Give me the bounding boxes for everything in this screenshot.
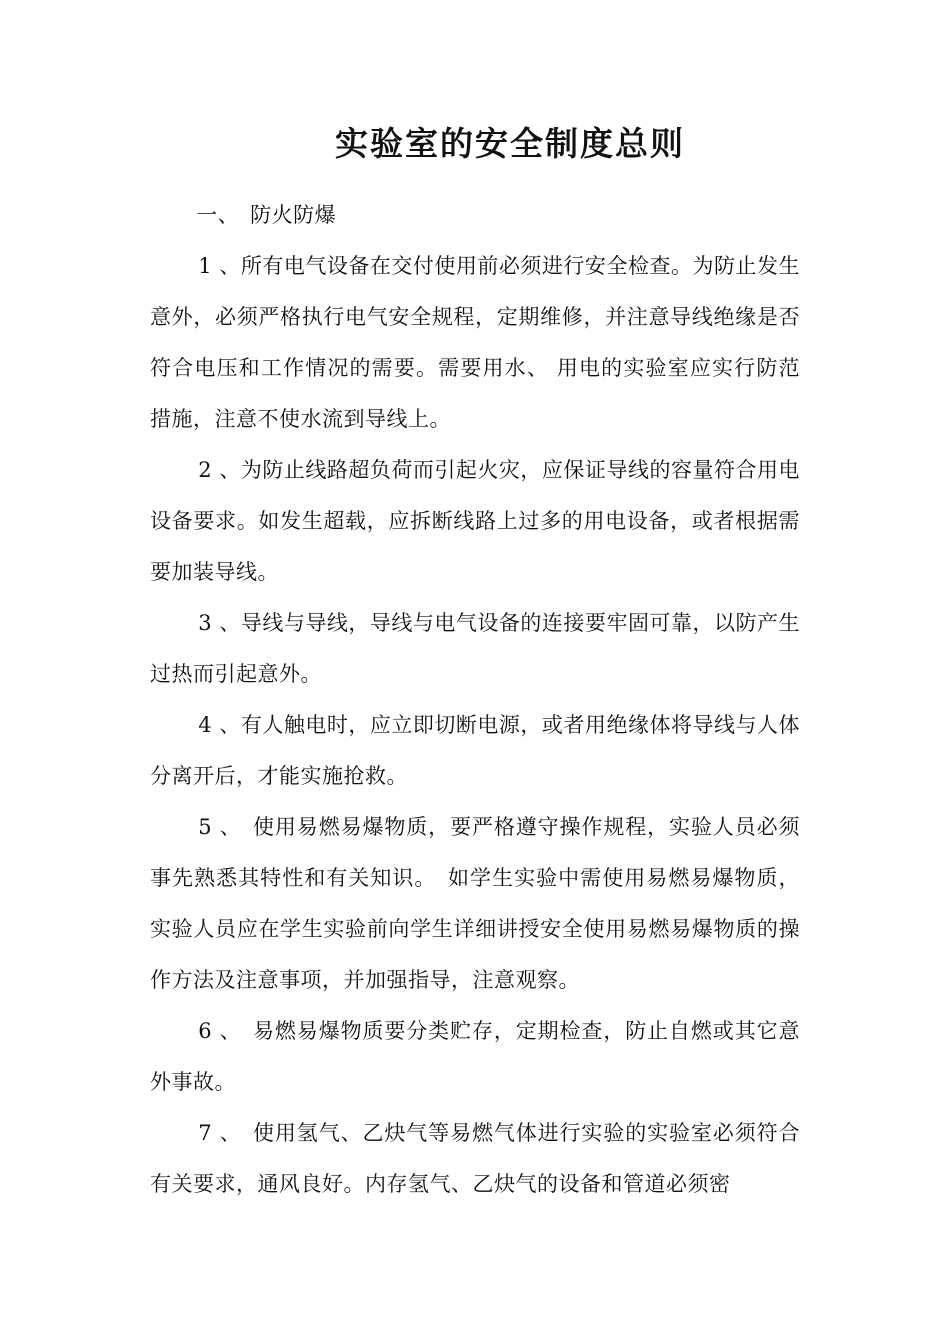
section-heading: 一、 防火防爆 — [196, 203, 337, 227]
paragraph-2: 2 、为防止线路超负荷而引起火灾，应保证导线的容量符合用电设备要求。如发生超载，应拆断线路上过多的用电设备，或者根据需要加装导线。 — [150, 458, 800, 584]
paragraph-1: 1 、所有电气设备在交付使用前必须进行安全检查。为防止发生意外，必须严格执行电气安全规程，定期维修，并注意导线绝缘是否符合电压和工作情况的需要。需要用水、 用电的实验室应实行防范措施，注意不使水流到导线上。 — [150, 254, 800, 431]
paragraph-6: 6 、 易燃易爆物质要分类贮存，定期检查，防止自燃或其它意外事故。 — [150, 1019, 800, 1094]
document-body — [150, 190, 800, 1210]
paragraph-3: 3 、导线与导线，导线与电气设备的连接要牢固可靠，以防产生过热而引起意外。 — [150, 611, 800, 686]
paragraph-5: 5 、 使用易燃易爆物质，要严格遵守操作规程，实验人员必须事先熟悉其特性和有关知识。 如学生实验中需使用易燃易爆物质，实验人员应在学生实验前向学生详细讲授安全使用易燃易爆物质的操作方法及注意事项，并加强指导，注意观察。 — [150, 815, 800, 992]
paragraph-7: 7 、 使用氢气、乙炔气等易燃气体进行实验的实验室必须符合有关要求，通风良好。内存氢气、乙炔气的设备和管道必须密 — [150, 1121, 800, 1196]
document-title: 实验室的安全制度总则 — [335, 124, 685, 163]
paragraph-4: 4 、有人触电时，应立即切断电源，或者用绝缘体将导线与人体分离开后，才能实施抢救。 — [150, 713, 800, 788]
